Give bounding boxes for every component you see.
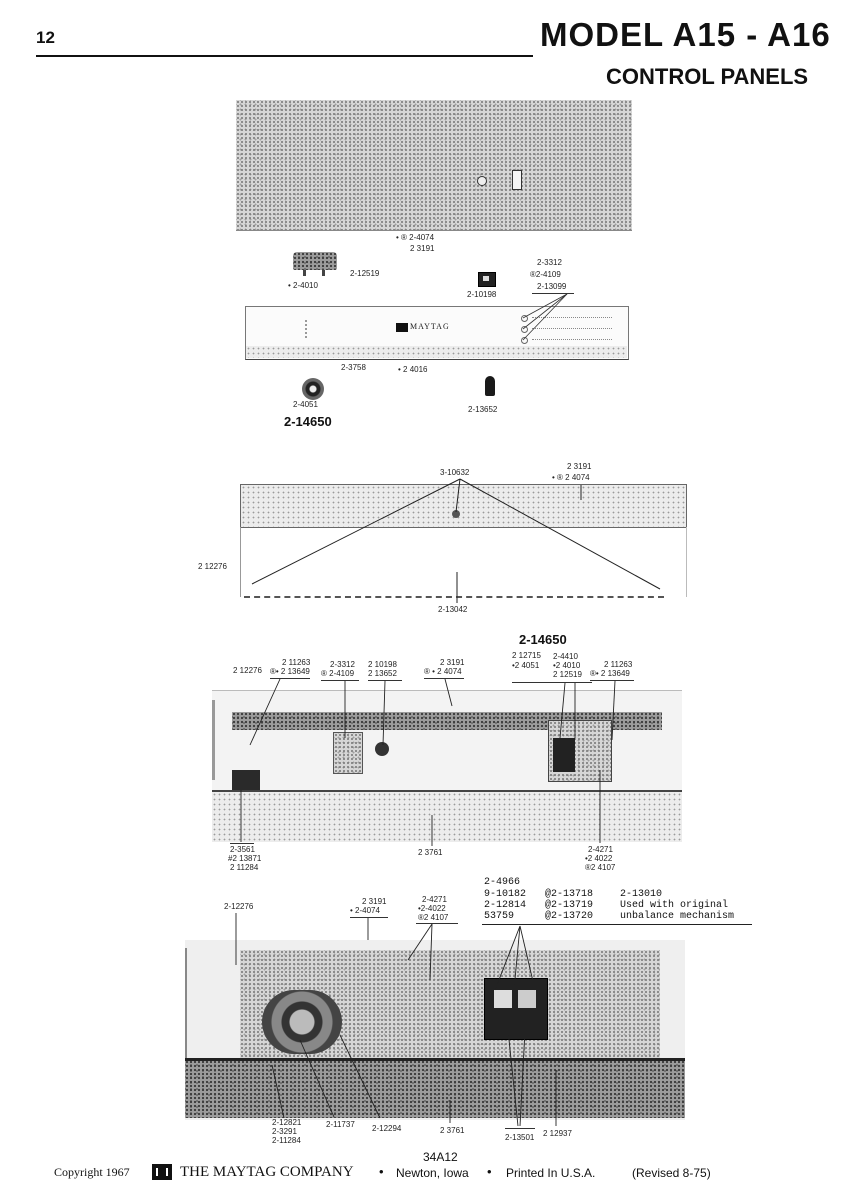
section-title: CONTROL PANELS [606,64,809,89]
part-label: 2-4271 [422,895,447,904]
part-label: 2 3191 [440,658,465,667]
part-label: •2 4022 [585,854,613,863]
part-label: ®2 4107 [585,863,616,872]
part-label: • 2-4074 [350,906,380,915]
part-label: •2 4010 [553,661,581,670]
part-label: 2 12276 [233,666,262,675]
part-label: 2-3758 [341,363,366,372]
part-label: #2 13871 [228,854,262,863]
parts-table-cell: Used with original [620,900,729,911]
part-label: ®2-4109 [530,270,561,279]
parts-table-cell: 2-4966 [484,877,521,888]
parts-table-cell: 53759 [484,911,515,922]
part-label: 2-12519 [350,269,380,278]
part-label: ®2 4107 [418,913,449,922]
part-label: •2 4051 [512,661,540,670]
footer-bullet: • [379,1164,384,1179]
part-label: ®• 2 13649 [270,667,310,676]
revised-text: (Revised 8-75) [632,1166,711,1180]
part-label: 2-4051 [293,400,318,409]
part-label: 3-10632 [440,468,470,477]
part-label: ® • 2 4074 [424,667,462,676]
part-label: • ® 2 4074 [552,473,590,482]
part-label: 2-12276 [224,902,254,911]
part-label: 2-11284 [272,1136,301,1145]
part-label: 2-4410 [553,652,578,661]
copyright-text: Copyright 1967 [54,1165,130,1179]
part-label: 2-12294 [372,1124,402,1133]
part-label: 2 11263 [604,660,633,669]
part-label: 2-3312 [330,660,355,669]
part-label: 2 11284 [230,863,259,872]
part-label: • 2-4010 [288,281,318,290]
maytag-brand-text: MAYTAG [410,322,450,331]
page-code: 34A12 [423,1150,458,1164]
parts-table-cell: 2-13010 [620,889,663,900]
maytag-logo-icon [152,1164,172,1180]
part-label: 2 3191 [410,244,435,253]
part-label: 2-13652 [468,405,498,414]
parts-table-cell: @2-13718 [545,889,594,900]
parts-table-cell: unbalance mechanism [620,911,735,922]
parts-table-cell: @2-13720 [545,911,594,922]
part-label: 2 11263 [282,658,311,667]
part-label: 2-11737 [326,1120,355,1129]
part-label: •2-4022 [418,904,446,913]
part-label: 2 12937 [543,1129,572,1138]
part-label: 2 12715 [512,651,541,660]
assembly-number-label: 2-14650 [284,414,332,429]
part-label: 2-13042 [438,605,468,614]
part-label: 2-12821 [272,1118,302,1127]
model-title: MODEL A15 - A16 [540,16,831,53]
part-label: 2 3761 [440,1126,465,1135]
part-label: 2 12276 [198,562,227,571]
parts-table-cell: 9-10182 [484,889,527,900]
printed-text: Printed In U.S.A. [506,1166,596,1180]
location-text: Newton, Iowa [396,1166,469,1180]
part-label: 2 10198 [368,660,397,669]
part-label: 2 12519 [553,670,582,679]
page-number: 12 [36,28,55,47]
part-label: 2 3191 [567,462,592,471]
company-name: THE MAYTAG COMPANY [180,1164,354,1180]
part-label: 2 3191 [362,897,387,906]
part-label: 2-3312 [537,258,562,267]
part-label: 2 3761 [418,848,443,857]
part-label: 2-13501 [505,1133,535,1142]
part-label: 2-3561 [230,845,255,854]
assembly-number-label: 2-14650 [519,632,567,647]
part-label: ®• 2 13649 [590,669,630,678]
part-label: • 2 4016 [398,365,428,374]
part-label: 2-3291 [272,1127,297,1136]
part-label: 2 13652 [368,669,397,678]
footer-bullet: • [487,1164,492,1179]
parts-table-cell: @2-13719 [545,900,594,911]
part-label: 2-13099 [537,282,567,291]
part-label: • ® 2-4074 [396,233,435,242]
part-label: ® 2-4109 [321,669,355,678]
parts-table-cell: 2-12814 [484,900,527,911]
leader-underline [505,1128,535,1129]
part-label: 2-10198 [467,290,497,299]
part-label: 2-4271 [588,845,613,854]
